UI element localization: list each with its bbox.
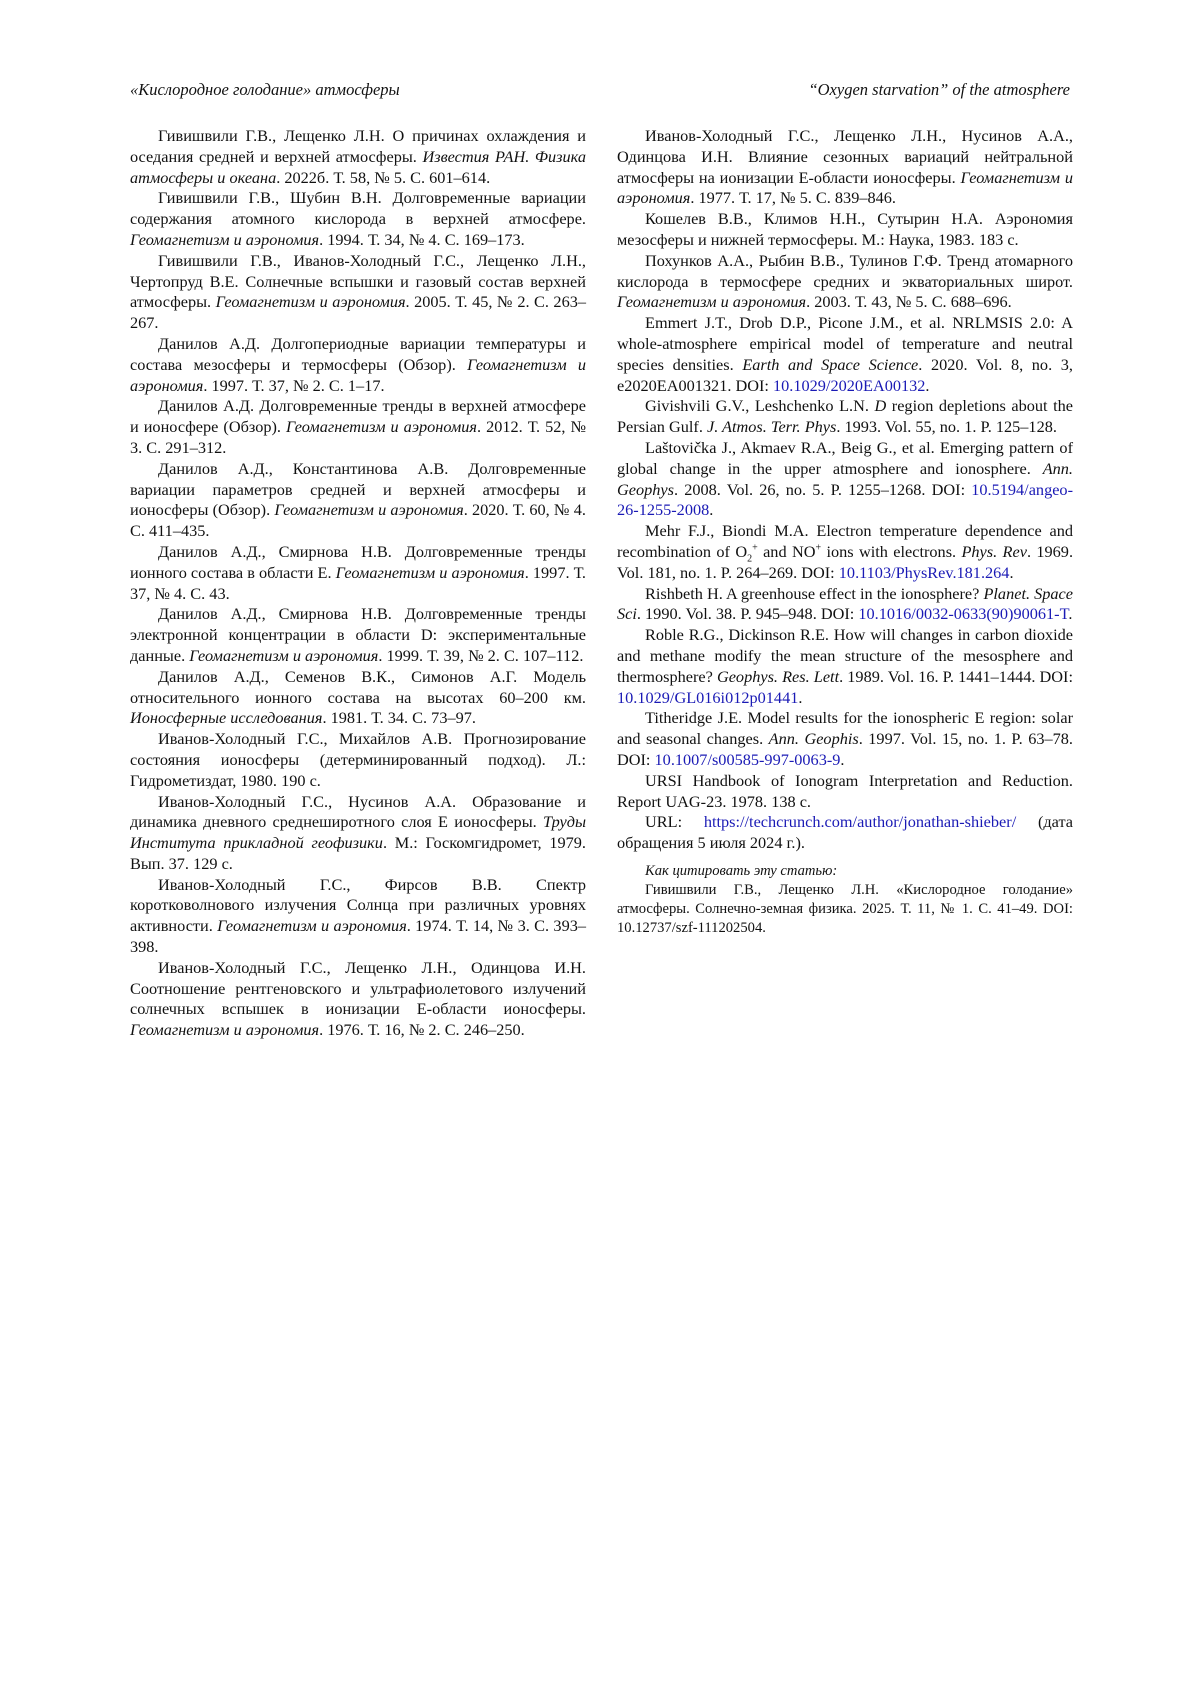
reference-entry [130,188,586,250]
reference-text: region depletions about the Persian Gulf. [617,396,1073,437]
reference-text: . 2020. Т. 60, № 4. С. 411–435. [130,500,586,541]
reference-text: . 2020. Vol. 8, no. 3, e2020EA001321. DOI: [617,354,1073,395]
doi-link[interactable]: 10.1103/PhysRev.181.264 [838,562,1010,582]
reference-text: . [1068,604,1073,624]
journal-title: Ann. Geophis [768,729,859,749]
doi-link[interactable]: https://techcrunch.com/author/jonathan-shieber/ [703,812,1017,832]
reference-text: Данилов А.Д., Смирнова Н.В. Долговременные тренды ионного состава в области Е. [130,541,586,582]
reference-text: Mehr F.J., Biondi M.A. Electron temperature dependence and recombination of O [617,521,1073,561]
doi-link[interactable]: 10.12737/szf-111202504 [617,919,763,936]
references-right-column [617,126,1073,938]
journal-title: Геомагнетизм и аэрономия [335,562,525,582]
journal-title: Ионосферные исследования [130,708,323,728]
reference-entry [130,792,586,875]
journal-title: Earth and Space Science [742,354,919,374]
reference-text: Givishvili G.V., Leshchenko L.N. [645,396,875,416]
reference-entry [617,126,1073,209]
reference-text: . [762,919,766,936]
reference-text: Гивишвили Г.В., Шубин В.Н. Долговременные вариации содержания атомного кислорода в верхней атмосфере. [130,188,586,229]
reference-text: ions with electrons. [821,541,962,561]
reference-text: Иванов-Холодный Г.С., Фирсов В.В. Спектр коротковолнового излучения Солнца при различных уровнях активности. [130,874,586,936]
reference-text: . 1990. Vol. 38. P. 945–948. DOI: [636,604,859,624]
reference-text: . 2012. Т. 52, № 3. С. 291–312. [130,417,586,457]
reference-text: Кошелев В.В., Климов Н.Н., Сутырин Н.А. Аэрономия мезосферы и нижней термосферы. М.: Наука, 1983. 183 с. [617,209,1073,249]
reference-text: Данилов А.Д. Долгопериодные вариации температуры и состава мезосферы и термосферы (Обзор). [130,333,586,374]
how-to-cite-title: Как цитировать эту статью: [645,862,838,879]
journal-title: Геомагнетизм и аэрономия [617,167,1073,208]
reference-text: Гивишвили Г.В., Лещенко Л.Н. О причинах охлаждения и оседания средней и верхней атмосферы. [130,126,586,166]
reference-text: Данилов А.Д., Семенов В.К., Симонов А.Г. Модель относительного ионного состава на высотах 60–200 км. [130,666,586,707]
reference-entry [617,438,1073,521]
journal-title: Геомагнетизм и аэрономия [189,645,379,665]
subscript: 2 [747,553,753,565]
journal-title: Геомагнетизм и аэрономия [130,229,320,249]
journal-title: Геомагнетизм и аэрономия [130,1020,320,1040]
reference-entry [130,396,586,458]
reference-text: . [840,749,845,769]
reference-text: . 2003. Т. 43, № 5. С. 688–696. [806,292,1012,312]
reference-entry [617,708,1073,770]
running-header [130,80,1070,104]
doi-link[interactable]: 10.1016/0032-0633(90)90061-T [858,604,1069,624]
superscript: + [752,542,758,554]
reference-text: . М.: Госкомгидромет, 1979. Вып. 37. 129 с. [130,833,586,873]
reference-text: (дата обращения 5 июля 2024 г.). [617,812,1073,853]
reference-entry [130,542,586,604]
reference-text: . 1999. Т. 39, № 2. С. 107–112. [378,645,584,665]
reference-entry [617,313,1073,396]
reference-text: . 1989. Vol. 16. P. 1441–1444. DOI: [839,666,1073,686]
reference-entry [130,604,586,666]
reference-text: . 2005. Т. 45, № 2. С. 263–267. [130,292,586,333]
journal-title: Известия РАН. Физика атмосферы и океана [130,146,586,187]
reference-entry [130,251,586,334]
reference-text: . 1997. Vol. 15, no. 1. P. 63–78. DOI: [617,729,1073,769]
reference-entry [130,459,586,542]
reference-text: Данилов А.Д., Смирнова Н.В. Долговременные тренды электронной концентрации в области D: экспериментальные данные. [130,604,586,665]
reference-text: . 2022б. Т. 58, № 5. С. 601–614. [276,167,491,187]
reference-entry [617,625,1073,708]
reference-text: Rishbeth H. A greenhouse effect in the ionosphere? [645,583,984,603]
journal-title: Geophys. Res. Lett [716,666,840,686]
journal-title: Planet. Space Sci [617,583,1073,624]
reference-text: . [798,687,803,707]
journal-title: Геомагнетизм и аэрономия [217,916,407,936]
reference-entry [617,251,1073,313]
superscript: + [815,542,822,554]
reference-entry [617,396,1073,438]
reference-text: . 2025. Т. 11, № 1. С. 41–49. DOI: [852,900,1073,917]
reference-text: Похунков А.А., Рыбин В.В., Тулинов Г.Ф. Тренд атомарного кислорода в термосфере средних и экваториальных широт. [617,250,1073,291]
reference-text: . 1997. Т. 37, № 2. С. 1–17. [203,375,385,395]
journal-title: Геомагнетизм и аэрономия [274,500,464,520]
reference-entry [617,771,1073,813]
reference-text: Roble R.G., Dickinson R.E. How will changes in carbon dioxide and methane modify the mean structure of the mesosphere and thermosphere? [617,625,1073,686]
reference-text: Иванов-Холодный Г.С., Нусинов А.А. Образование и динамика дневного среднеширотного слоя Е ионосферы. [130,791,586,832]
reference-text: Иванов-Холодный Г.С., Лещенко Л.Н., Одинцова И.Н. Соотношение рентгеновского и ультрафиолетового излучений солнечных вспышек в ионизации Е-области ионосферы. [130,957,586,1019]
reference-text: . [925,375,930,395]
reference-text: Emmert J.T., Drob D.P., Picone J.M., et al. NRLMSIS 2.0: A whole-atmosphere empirical model of temperature and neutral species densities. [617,313,1073,374]
reference-text: Гивишвили Г.В., Иванов-Холодный Г.С., Лещенко Л.Н., Чертопруд В.Е. Солнечные вспышки и газовый состав верхней атмосферы. [130,250,586,312]
header-title-en: “Oxygen starvation” of the atmosphere [808,80,1070,99]
reference-entry [617,584,1073,626]
reference-entry [617,521,1073,583]
reference-text: Иванов-Холодный Г.С., Лещенко Л.Н., Нусинов А.А., Одинцова И.Н. Влияние сезонных вариаций нейтральной атмосферы на ионизации Е-области ионосферы. [617,126,1073,187]
reference-text: . 2008. Vol. 26, no. 5. P. 1255–1268. DOI: [673,479,972,499]
doi-link[interactable]: 10.1029/2020EA00132 [773,375,926,395]
reference-text: Гивишвили Г.В., Лещенко Л.Н. «Кислородное голодание» атмосферы. [617,881,1073,917]
journal-title: Геомагнетизм и аэрономия [286,417,477,437]
reference-entry [130,729,586,791]
reference-text: . 1976. Т. 16, № 2. С. 246–250. [319,1020,525,1040]
journal-title: D [874,396,887,416]
reference-text: and NO [757,541,816,561]
reference-entry [130,334,586,396]
reference-text: Данилов А.Д., Константинова А.В. Долговременные вариации параметров средней и верхней атмосферы и ионосферы (Обзор). [130,458,586,520]
reference-text: Данилов А.Д. Долговременные тренды в верхней атмосфере и ионосфере (Обзор). [130,396,586,437]
header-title-ru: «Кислородное голодание» атмосферы [130,80,400,99]
reference-entry [617,209,1073,251]
reference-text: . 1981. Т. 34. С. 73–97. [322,708,476,728]
reference-text: . [709,500,714,520]
reference-text: URSI Handbook of Ionogram Interpretation and Reduction. Report UAG-23. 1978. 138 с. [617,770,1073,811]
journal-title: Геомагнетизм и аэрономия [215,292,406,312]
reference-text: Titheridge J.E. Model results for the ionospheric E region: solar and seasonal changes. [617,708,1073,749]
reference-text: . 1993. Vol. 55, no. 1. P. 125–128. [836,417,1057,437]
reference-text: Иванов-Холодный Г.С., Михайлов А.В. Прогнозирование состояния ионосферы (детерминированный подход). Л.: Гидрометиздат, 1980. 190 с. [130,729,586,790]
journal-title: J. Atmos. Terr. Phys [706,417,837,437]
journal-title: Геомагнетизм и аэрономия [130,354,586,395]
journal-title: Phys. Rev [961,541,1027,561]
how-to-cite-box [617,862,1073,938]
reference-entry [130,958,586,1041]
reference-text: Laštovička J., Akmaev R.A., Beig G., et al. Emerging pattern of global change in the upper atmosphere and ionosphere. [617,437,1073,478]
journal-title: Солнечно-земная физика [695,900,853,917]
journal-title: Ann. Geophys [617,458,1073,499]
reference-entry [130,667,586,729]
references-left-column [130,126,586,1041]
reference-text: . 1974. Т. 14, № 3. С. 393–398. [130,916,586,957]
reference-text: . 1994. Т. 34, № 4. С. 169–173. [319,229,525,249]
reference-entry [130,875,586,958]
reference-entry [617,812,1073,854]
doi-link[interactable]: 10.5194/angeo-26-1255-2008 [617,479,1073,520]
reference-text: . 1977. Т. 17, № 5. С. 839–846. [690,188,896,208]
doi-link[interactable]: 10.1029/GL016i012p01441 [617,687,799,707]
reference-entry [130,126,586,188]
reference-text: . [1009,562,1014,582]
reference-text: . 1997. Т. 37, № 4. С. 43. [130,562,587,603]
reference-text: URL: [645,812,704,832]
journal-title: Труды Института прикладной геофизики [130,812,586,853]
journal-title: Геомагнетизм и аэрономия [617,292,807,312]
doi-link[interactable]: 10.1007/s00585-997-0063-9 [654,749,841,769]
how-to-cite-text [617,881,1073,938]
reference-text: . 1969. Vol. 181, no. 1. P. 264–269. DOI: [617,541,1074,582]
